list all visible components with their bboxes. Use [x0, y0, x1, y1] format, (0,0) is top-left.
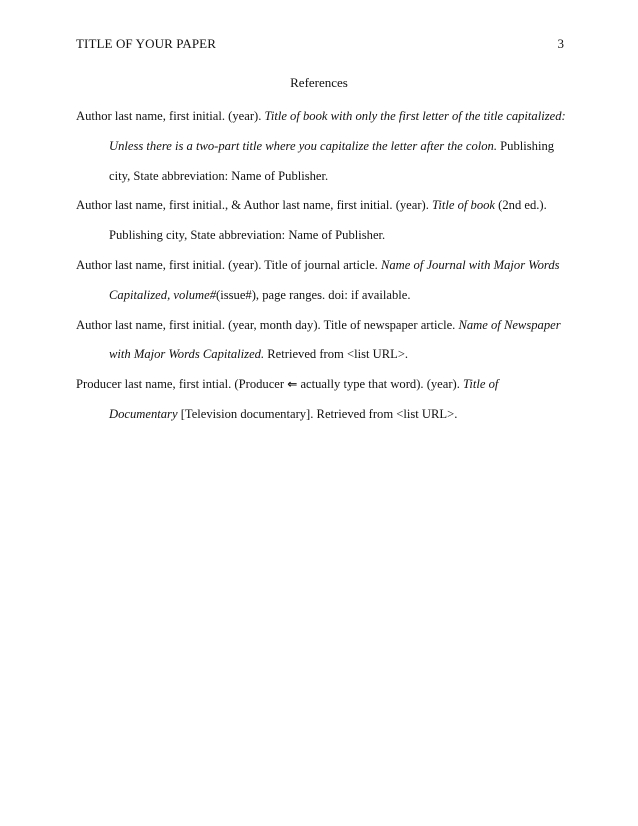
reference-text: (issue#), page ranges. doi: if available.	[216, 287, 411, 302]
reference-entry-2	[76, 191, 566, 251]
reference-text: actually type that word). (year).	[297, 377, 464, 392]
references-heading: References	[290, 75, 348, 90]
left-arrow-icon: ⇐	[287, 377, 298, 392]
reference-entry-1	[76, 102, 566, 191]
reference-title: Title of book	[432, 198, 496, 213]
reference-entry-4	[76, 311, 566, 371]
running-head: TITLE OF YOUR PAPER	[76, 36, 216, 51]
reference-entry-5	[76, 370, 566, 430]
reference-title: Name of Newspaper with Major Words Capitalized.	[109, 317, 561, 362]
reference-text: Author last name, first initial. (year, month day). Title of newspaper article.	[76, 317, 459, 332]
reference-text: Publishing city, State abbreviation: Name of Publisher.	[109, 138, 555, 183]
reference-title: Title of book with only the first letter of the title capitalized: Unless there is a two-part title where you capitalize the letter after the colon.	[109, 109, 566, 153]
reference-text: [Television documentary]. Retrieved from <list URL>.	[177, 406, 458, 421]
reference-entry-3	[76, 251, 566, 311]
reference-text: (2nd ed.). Publishing city, State abbreviation: Name of Publisher.	[109, 198, 547, 243]
reference-title: Title of Documentary	[109, 377, 499, 421]
reference-text: Author last name, first initial., & Author last name, first initial. (year).	[76, 198, 433, 213]
page-number: 3	[557, 36, 564, 51]
reference-text: Retrieved from <list URL>.	[264, 347, 409, 362]
reference-list	[76, 102, 566, 430]
reference-title: Name of Journal with Major Words Capitalized, volume#	[109, 257, 560, 302]
reference-text: Producer last name, first intial. (Producer	[76, 377, 288, 392]
reference-text: Author last name, first initial. (year). Title of journal article.	[76, 257, 381, 272]
reference-text: Author last name, first initial. (year).	[76, 109, 265, 123]
